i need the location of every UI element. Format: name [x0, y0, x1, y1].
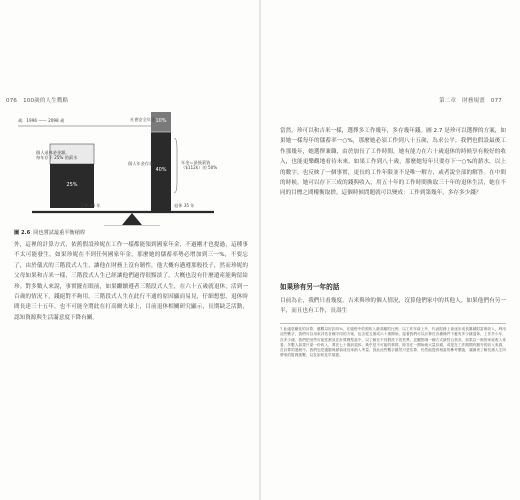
right-mid-value: 40% [155, 167, 167, 173]
left-book-title: 100歲的人生戰略 [23, 98, 69, 104]
right-mid-label: 個人年金存款 [128, 161, 154, 166]
left-bar-text: 個人退休金金額， 每年存下 25% 的薪水 [36, 150, 78, 161]
left-running-head [6, 96, 72, 104]
right-body-text-2: 目前為止，我們只看幾度，吉米與珍的個人情況，沒算他們家中的其他人，如果他們有另一半，而且也有工作，長壽生 [280, 298, 506, 315]
left-page [0, 0, 259, 500]
right-top-value: 10% [155, 118, 167, 124]
left-body-text: 外，這裡的計算方式，依舊假設珍妮在工作一樣都能領到國家年金，不過剛才也提過，這種事不太可能發生。如果珍妮在不到任何國家年金，那麼她的儲蓄率勢必增加到三一%，不要忘了，由於儀式的三階段式人生，讓他在財務上沒有韌性，他大概有邁遵那般投子，然而珍妮的父母如果和吉米一樣，三階段式人生已經讓他們過得很黯淡了，大概也沒有什麼遺產能夠留給珍。對多數人來說，事實擺在眼前，如果繼續遵者三階段式人生，在六十五歲就退休，活到一百歲的情況下，錢絕對不夠用。三階段式人生在此行不通的原因顯而易見，仔細想想，退休時間長達三十五年，也不可能全將此在打高爾夫球上，目前退休相關研究顯示，長期缺乏活動，認知資源與生活滿意度下降有關。 [14, 242, 248, 321]
right-side-label: 年金＝最後薪資 （$112k）的 50% [181, 160, 218, 171]
chapter-number: 第二章 [439, 98, 457, 104]
footnote: 7 此處是職化的計算，蘊數以折扣四%，在過程中依照收入最高額的比例，以工作年資上升，代表財務上會逐步成長累積財富與收入，利用這些數字，我們可以用來評估各種不同的方案，包含從五歲或六十歲開始，接著我們可以計算在各種條件下應有多少錢退休，工作多少年，存多少錢，我們把這些可能性都放在計算模型當中，以了解在不同假設下的差異，並觀察哪一種方式最符合需求，如果以一般的家庭收入來看，多數人如果只靠一份收入，要在七十歲前退休，幾乎是不可能的事情，除非在一開始就大量存錢，或是在工作期間有額外的收入來源，在計算的過程中，我們也把通膨與薪資成長率納入考量，因此這些數字雖然只是估算，仍然能提供相當的參考價值，讓讀者了解長壽人生所帶來的財務挑戰，以及如何及早規畫。 [280, 327, 506, 358]
right-body-text-1: 當然，珍可以和吉米一樣，選擇多工作幾年，多存幾年錢。圖 2.7 是珍可以選擇的方案，如果她一樣每年的儲蓄率一○%，那麼她必須工作到八十五歲，為求公平，我們也假設最後工作那幾年，她選擇兼職，由於加長了工作時間，她有能力在六十歲退休的時候享有較好的收入，也能更樂觀地看待未來。如果工作到八十歲，那麼她每年只要存下一○%的薪水，以上的數字，也反映了一個事實，更長的工作年限並不是唯一解方，或者說全部的解答。在中間的時候，她可以存下三成的錢與收入，用五十年的工作時間換取三十年的退休生活，她在不同的目標之間權衡取捨，這個時候問題就可以變成：工作到第幾年，多存多少錢？ [280, 128, 506, 197]
caption-text: 同也嘗試最重平衡槓桿 [33, 230, 86, 236]
right-brace [174, 138, 177, 193]
caption-number: 圖 2.6 [14, 230, 31, 236]
right-axis-label: 退休 35 年 [174, 203, 195, 208]
right-page [261, 0, 520, 500]
figure-2-6 [14, 108, 250, 226]
footnote-divider [280, 323, 506, 324]
chapter-title: 財務規畫 [462, 98, 485, 104]
right-page-number: 077 [490, 98, 502, 104]
section-title: 如果珍有另一年的話 [280, 283, 340, 291]
right-top-label: 社會安全年金 [130, 117, 156, 122]
left-bar-value: 25% [66, 182, 78, 188]
figure-caption [14, 229, 85, 236]
fulcrum [122, 213, 142, 225]
left-page-number: 076 [6, 98, 18, 104]
right-running-head [439, 96, 506, 104]
left-axis-label: 工作 44 年 [80, 203, 101, 208]
range-label: 歲．1996 —— 2098 歲 [18, 118, 65, 123]
